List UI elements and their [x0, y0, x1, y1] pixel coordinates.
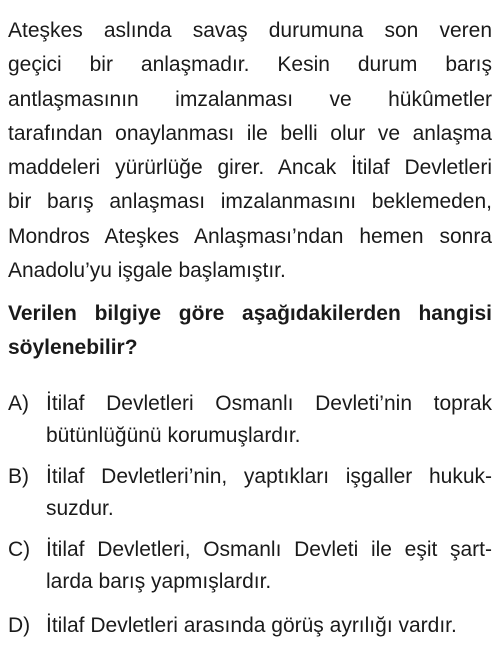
passage-line: antlaşmasının imzalanması ve hükûmetler [8, 87, 492, 111]
passage-line: Mondros Ateşkes Anlaşması’ndan hemen sonra [8, 224, 492, 248]
passage-line: bir barış anlaşması imzalanmasını beklemeden, [8, 190, 492, 214]
passage-line: maddeleri yürürlüğe girer. Ancak İtilaf Devletleri [8, 156, 492, 180]
option-a[interactable] [8, 388, 492, 452]
option-text: İtilaf Devletleri’nin, yaptıkları işgaller hukuk- [46, 465, 492, 488]
option-c[interactable] [8, 534, 492, 598]
option-text: larda barış yapmışlardır. [46, 570, 272, 593]
answer-options [8, 388, 492, 642]
option-letter: A) [8, 392, 29, 415]
passage-text [8, 14, 492, 288]
passage-line: geçici bir anlaşmadır. Kesin durum barış [8, 53, 492, 77]
option-text: İtilaf Devletleri arasında görüş ayrılığı vardır. [46, 614, 457, 637]
passage-line: tarafından onaylanması ile belli olur ve anlaşma [8, 121, 492, 145]
question-stem [8, 297, 492, 365]
option-letter: D) [8, 614, 31, 637]
option-text: İtilaf Devletleri Osmanlı Devleti’nin toprak [46, 392, 492, 415]
option-letter: B) [8, 465, 29, 488]
question-line: Verilen bilgiye göre aşağıdakilerden hangisi [8, 302, 492, 325]
option-text: İtilaf Devletleri, Osmanlı Devleti ile eşit şart- [46, 538, 492, 561]
question-line: söylenebilir? [8, 336, 138, 359]
option-b[interactable] [8, 461, 492, 525]
passage-line: Anadolu’yu işgale başlamıştır. [8, 259, 286, 283]
option-letter: C) [8, 538, 31, 561]
passage-line: Ateşkes aslında savaş durumuna son veren [8, 19, 492, 42]
option-text: suzdur. [46, 497, 114, 520]
option-text: bütünlüğünü korumuşlardır. [46, 424, 301, 447]
option-d[interactable] [8, 610, 492, 642]
